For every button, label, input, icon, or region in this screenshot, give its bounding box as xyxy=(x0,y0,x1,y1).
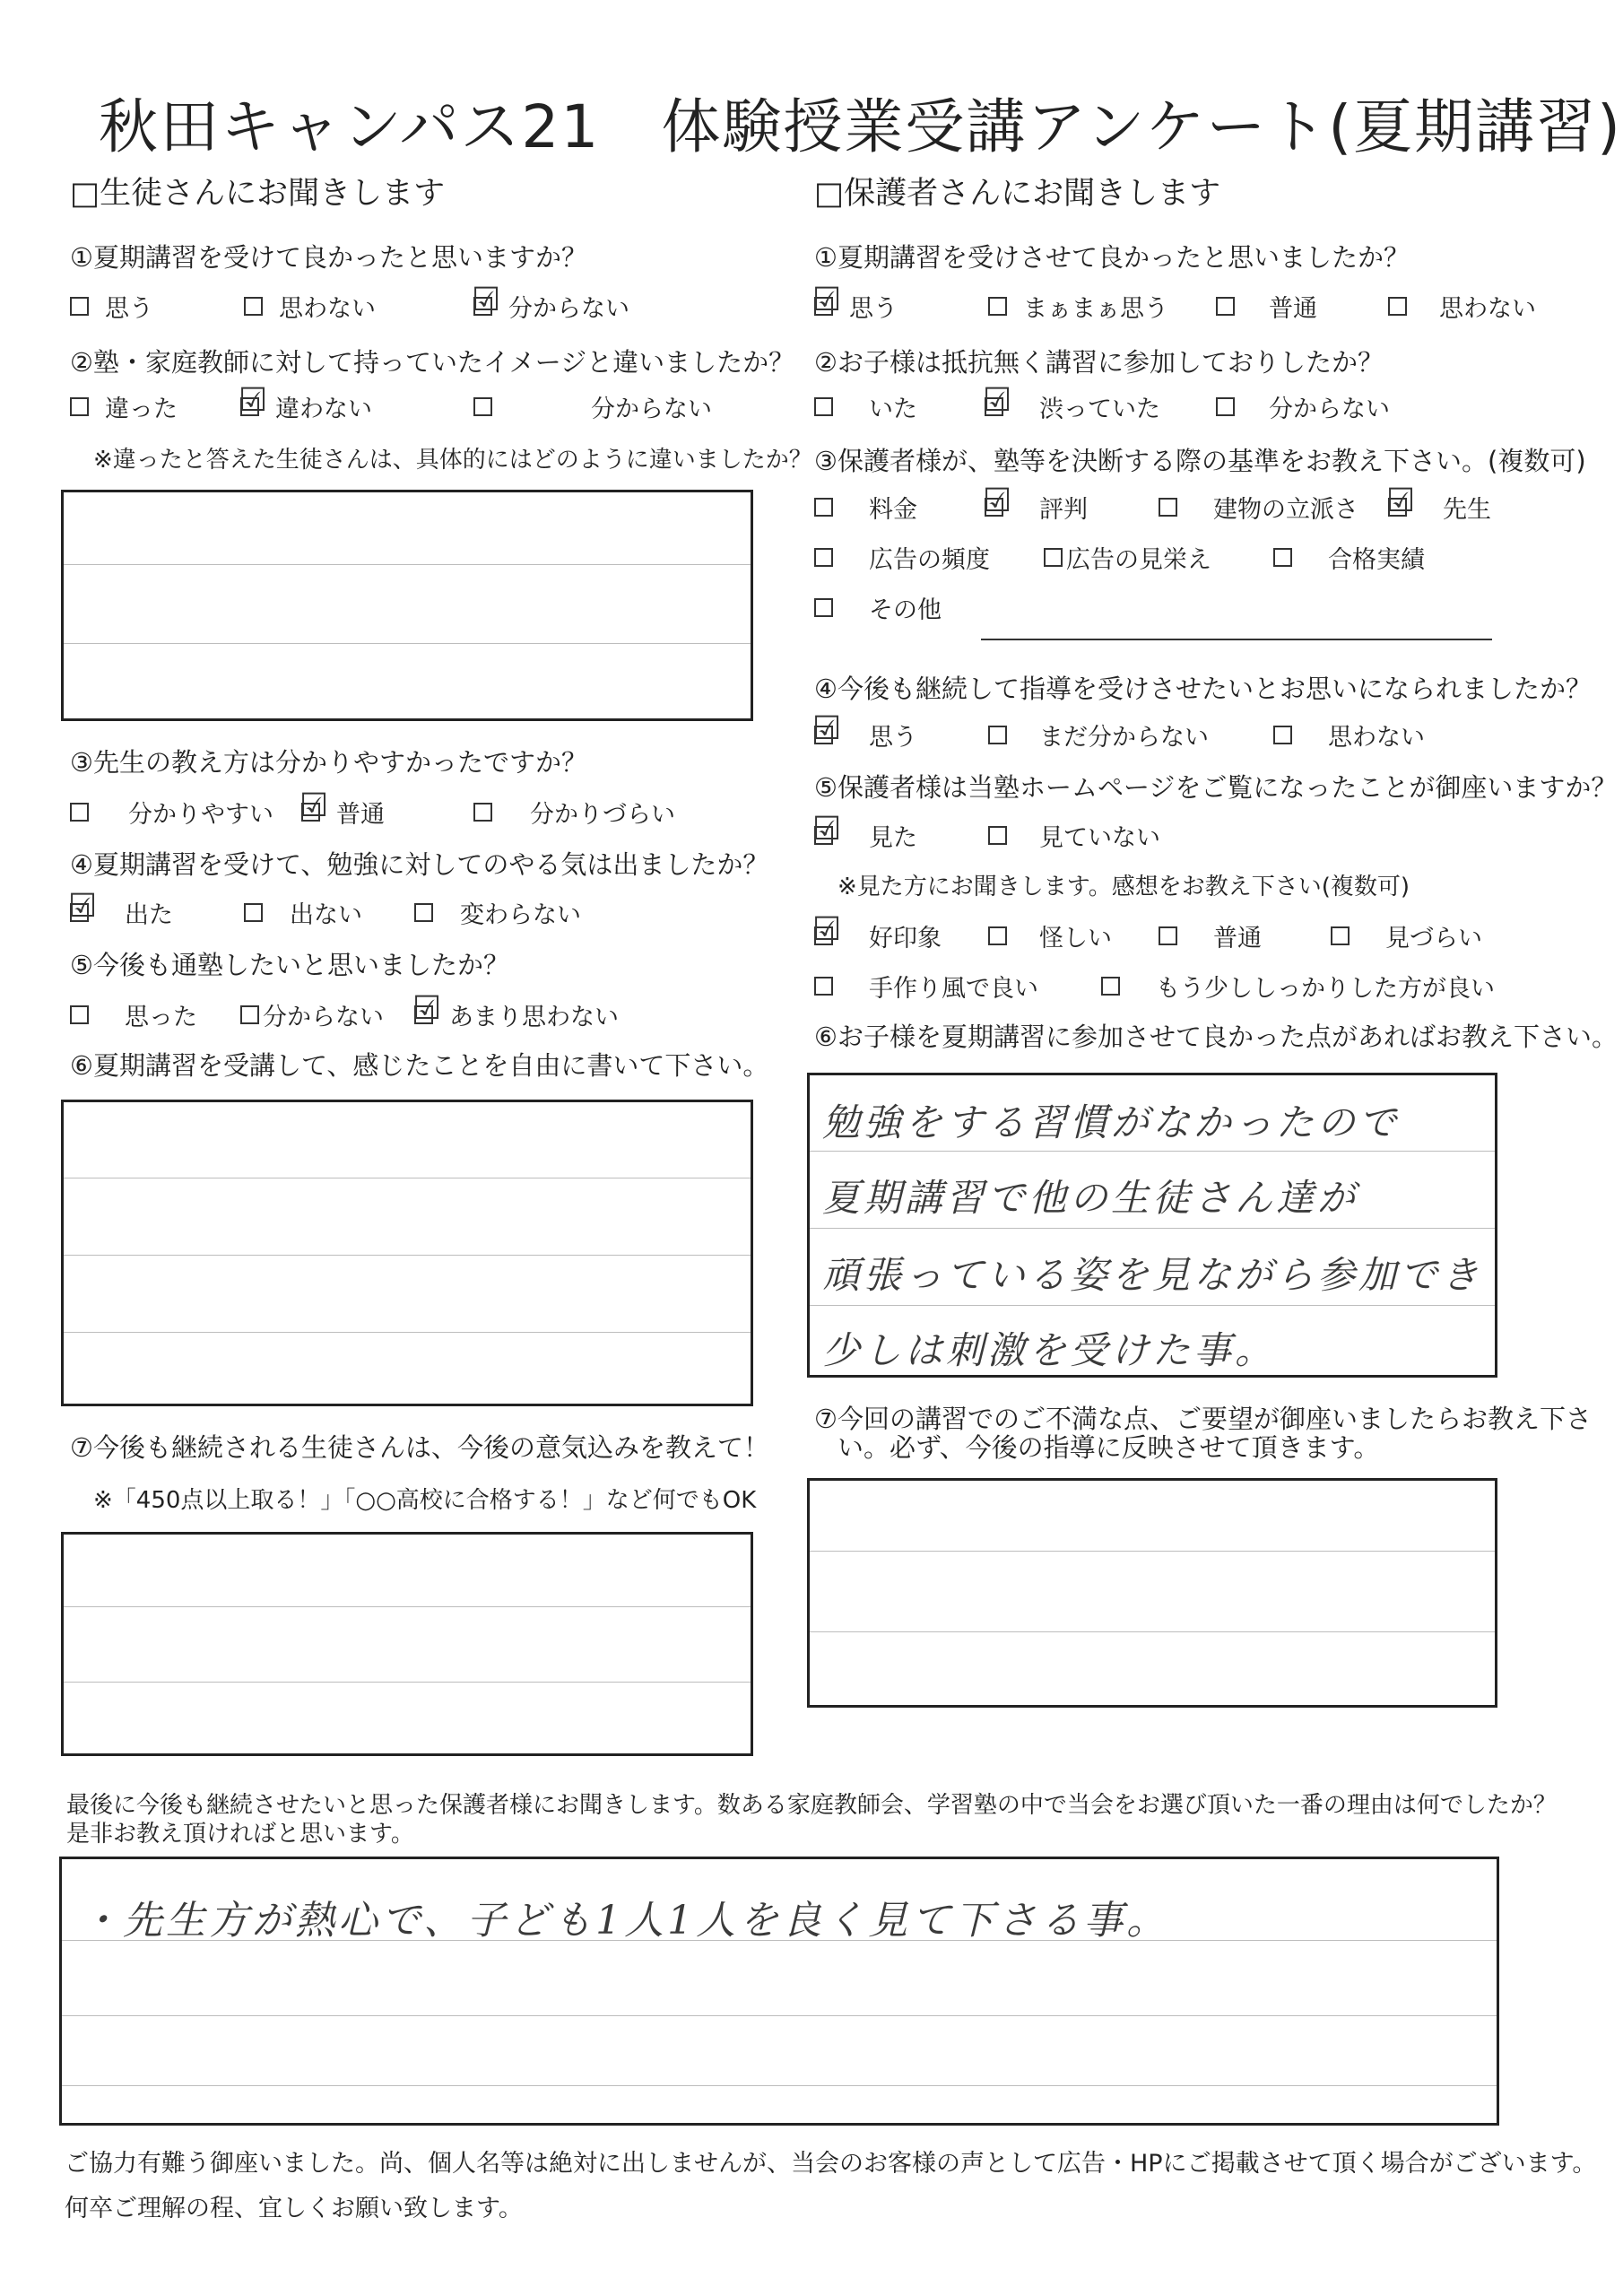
check-mark-icon: ☑ xyxy=(983,483,1012,519)
check-mark-icon: ☑ xyxy=(812,282,842,318)
student-q3-text: ③先生の教え方は分かりやすかったですか？ xyxy=(70,747,587,778)
student-q6-text: ⑥夏期講習を受講して、感じたことを自由に書いて下さい。 xyxy=(70,1050,769,1081)
footer-line1: ご協力有難う御座いました。尚、個人名等は絶対に出しませんが、当会のお客様の声として広告・HPにご掲載させて頂く場合がございます。 xyxy=(65,2150,1597,2178)
checkbox[interactable] xyxy=(1216,297,1235,316)
final-question-line1: 最後に今後も継続させたいと思った保護者様にお聞きします。数ある家庭教師会、学習塾の中で当会をお選び頂いた一番の理由は何でしたか？ xyxy=(66,1792,1557,1819)
checkbox-checked[interactable] xyxy=(983,382,1012,419)
student-q2-opt1[interactable]: 違った xyxy=(70,389,178,424)
checkbox[interactable] xyxy=(70,397,89,416)
parent-q3-opt1[interactable]: 料金 xyxy=(814,490,917,525)
student-q7-answer-box[interactable] xyxy=(61,1532,753,1756)
parent-q3-opt5[interactable]: 広告の頻度 xyxy=(814,540,990,575)
parent-q5-opt2[interactable]: 見ていない xyxy=(988,818,1160,853)
answer-rule xyxy=(62,2015,1497,2016)
parent-q5b-opt1[interactable]: ☑ 好印象 xyxy=(812,911,942,952)
parent-q5-opt1[interactable]: ☑ 見た xyxy=(812,811,917,852)
parent-q3-opt8[interactable]: その他 xyxy=(814,590,942,625)
checkbox[interactable] xyxy=(814,498,833,517)
parent-q5b-opt5[interactable]: 手作り風で良い xyxy=(814,969,1038,1004)
student-q5-opt3[interactable]: ☑ あまり思わない xyxy=(412,990,619,1031)
checkbox-checked[interactable] xyxy=(1386,483,1416,519)
parent-q5b-opt4[interactable]: 見づらい xyxy=(1331,918,1482,953)
checkbox[interactable] xyxy=(1273,726,1292,744)
parent-q3-opt6[interactable]: 広告の見栄え xyxy=(1044,540,1211,575)
student-q6-answer-box[interactable] xyxy=(61,1100,753,1406)
student-q1-opt1[interactable]: 思う xyxy=(70,289,153,324)
parent-q2-opt3[interactable]: 分からない xyxy=(1216,389,1390,424)
parent-q4-opt3[interactable]: 思わない xyxy=(1273,718,1425,752)
page-title: 秋田キャンパス21 体験授業受講アンケート(夏期講習) xyxy=(99,92,1622,161)
checkbox[interactable] xyxy=(1216,397,1235,416)
answer-rule xyxy=(64,564,751,565)
parent-q7-text-line2: い。必ず、今後の指導に反映させて頂きます。 xyxy=(838,1432,1380,1463)
parent-q3-opt4[interactable]: ☑ 先生 xyxy=(1386,483,1491,524)
student-q5-text: ⑤今後も通塾したいと思いましたか？ xyxy=(70,950,509,980)
parent-q1-opt2[interactable]: まぁまぁ思う xyxy=(988,289,1168,324)
checkbox-checked[interactable] xyxy=(983,483,1012,519)
checkbox-checked[interactable] xyxy=(472,282,501,318)
checkbox[interactable] xyxy=(814,598,833,617)
parent-q5b-opt3[interactable]: 普通 xyxy=(1159,918,1262,953)
parent-q2-opt1[interactable]: いた xyxy=(814,389,917,424)
student-q1-text: ①夏期講習を受けて良かったと思いますか？ xyxy=(70,242,587,273)
checkbox[interactable] xyxy=(814,397,833,416)
parent-q3-opt7[interactable]: 合格実績 xyxy=(1273,540,1425,575)
handwritten-answer-line: 夏期講習で他の生徒さん達が xyxy=(822,1176,1359,1220)
answer-rule xyxy=(810,1228,1495,1229)
checkbox[interactable] xyxy=(414,903,433,922)
parent-q3-text: ③保護者様が、塾等を決断する際の基準をお教え下さい。(複数可) xyxy=(814,446,1586,476)
parent-q6-answer-box[interactable] xyxy=(807,1073,1497,1378)
student-q2-answer-box[interactable] xyxy=(61,490,753,721)
answer-rule xyxy=(64,1255,751,1256)
parent-q5b-opt2[interactable]: 怪しい xyxy=(988,918,1112,953)
student-q4-opt1[interactable]: ☑ 出た xyxy=(68,888,173,929)
student-q4-opt2[interactable]: 出ない xyxy=(244,895,362,930)
check-mark-icon: ☑ xyxy=(239,382,268,419)
handwritten-answer-line: 勉強をする習慣がなかったので xyxy=(822,1100,1401,1144)
student-q2-opt2[interactable]: ☑ 違わない xyxy=(239,382,372,423)
checkbox-checked[interactable] xyxy=(239,382,268,419)
answer-rule xyxy=(64,1332,751,1333)
parent-q4-text: ④今後も継続して指導を受けさせたいとお思いになられましたか？ xyxy=(814,674,1592,704)
checkbox-checked[interactable] xyxy=(412,990,442,1027)
student-q3-opt3[interactable]: 分かりづらい xyxy=(473,795,675,830)
checkbox-checked[interactable] xyxy=(812,911,842,948)
parent-section-heading: □保護者さんにお聞きします xyxy=(814,176,1221,212)
student-section-heading: □生徒さんにお聞きします xyxy=(70,176,446,212)
checkbox-checked[interactable] xyxy=(812,811,842,848)
parent-q7-text-line1: ⑦今回の講習でのご不満な点、ご要望が御座いましたらお教え下さ xyxy=(814,1404,1592,1434)
checkbox[interactable] xyxy=(1388,297,1407,316)
checkbox[interactable] xyxy=(244,903,263,922)
student-q2-note: ※違ったと答えた生徒さんは、具体的にはどのように違いましたか？ xyxy=(93,447,812,474)
checkbox[interactable] xyxy=(473,397,492,416)
student-q7-note: ※「450点以上取る！」「○○高校に合格する！」など何でもOK xyxy=(93,1487,757,1514)
check-mark-icon: ☑ xyxy=(68,888,98,925)
checkbox-checked[interactable] xyxy=(299,787,329,824)
check-mark-icon: ☑ xyxy=(983,382,1012,419)
parent-q1-text: ①夏期講習を受けさせて良かったと思いましたか？ xyxy=(814,242,1410,273)
parent-q5-text: ⑤保護者様は当塾ホームページをご覧になったことが御座いますか？ xyxy=(814,772,1618,803)
parent-q2-text: ②お子様は抵抗無く講習に参加しておりしたか？ xyxy=(814,347,1384,378)
checkbox[interactable] xyxy=(1331,926,1350,945)
handwritten-answer-line: 少しは刺激を受けた事。 xyxy=(822,1328,1277,1372)
check-mark-icon: ☑ xyxy=(299,787,329,824)
parent-q5b-opt6[interactable]: もう少ししっかりした方が良い xyxy=(1101,969,1495,1004)
checkbox[interactable] xyxy=(240,1005,259,1024)
student-q4-opt3[interactable]: 変わらない xyxy=(414,895,581,930)
parent-q1-opt3[interactable]: 普通 xyxy=(1216,289,1317,324)
answer-rule xyxy=(64,1682,751,1683)
student-q3-opt2[interactable]: ☑ 普通 xyxy=(299,787,385,829)
answer-rule xyxy=(62,2085,1497,2086)
checkbox[interactable] xyxy=(70,803,89,822)
checkbox[interactable] xyxy=(1159,498,1177,517)
parent-q3-opt2[interactable]: ☑ 評判 xyxy=(983,483,1088,524)
parent-q4-opt2[interactable]: まだ分からない xyxy=(988,718,1209,752)
student-q2-text: ②塾・家庭教師に対して持っていたイメージと違いましたか？ xyxy=(70,347,795,378)
parent-q1-opt1[interactable]: ☑ 思う xyxy=(812,282,898,323)
student-q7-text: ⑦今後も継続される生徒さんは、今後の意気込みを教えて！ xyxy=(70,1432,769,1463)
footer-line2: 何卒ご理解の程、宜しくお願い致します。 xyxy=(65,2195,523,2222)
parent-q4-opt1[interactable]: ☑ 思う xyxy=(812,710,917,752)
handwritten-final-answer: ・先生方が熱心で、子ども1人1人を良く見て下さる事。 xyxy=(80,1898,1170,1944)
checkbox[interactable] xyxy=(988,297,1007,316)
student-q5-opt2[interactable]: 分からない xyxy=(240,997,384,1032)
check-mark-icon: ☑ xyxy=(1386,483,1416,519)
student-q1-opt2[interactable]: 思わない xyxy=(244,289,376,324)
checkbox[interactable] xyxy=(814,548,833,567)
checkbox[interactable] xyxy=(244,297,263,316)
answer-rule xyxy=(810,1551,1495,1552)
parent-q1-opt4[interactable]: 思わない xyxy=(1388,289,1536,324)
student-q1-opt3[interactable]: ☑ 分からない xyxy=(472,282,629,323)
checkbox[interactable] xyxy=(988,926,1007,945)
parent-q3-opt3[interactable]: 建物の立派さ xyxy=(1159,490,1358,525)
check-mark-icon: ☑ xyxy=(812,911,842,948)
parent-q7-answer-box[interactable] xyxy=(807,1478,1497,1708)
parent-q2-opt2[interactable]: ☑ 渋っていた xyxy=(983,382,1160,423)
checkbox-checked[interactable] xyxy=(812,282,842,318)
handwritten-answer-line: 頑張っている姿を見ながら参加でき xyxy=(822,1253,1483,1297)
student-q2-opt3[interactable]: 分からない xyxy=(473,389,712,424)
check-mark-icon: ☑ xyxy=(412,990,442,1027)
final-answer-box[interactable] xyxy=(59,1857,1499,2126)
checkbox[interactable] xyxy=(1159,926,1177,945)
student-q5-opt1[interactable]: 思った xyxy=(70,997,197,1032)
checkbox[interactable] xyxy=(814,977,833,996)
student-q4-text: ④夏期講習を受けて、勉強に対してのやる気は出ましたか？ xyxy=(70,849,769,880)
checkbox[interactable] xyxy=(1101,977,1120,996)
check-mark-icon: ☑ xyxy=(812,710,842,747)
checkbox[interactable] xyxy=(1044,548,1063,567)
checkbox[interactable] xyxy=(1273,548,1292,567)
checkbox-checked[interactable] xyxy=(68,888,98,925)
parent-q6-text: ⑥お子様を夏期講習に参加させて良かった点があればお教え下さい。 xyxy=(814,1022,1618,1052)
checkbox-checked[interactable] xyxy=(812,710,842,747)
answer-rule xyxy=(810,1305,1495,1306)
checkbox[interactable] xyxy=(70,1005,89,1024)
answer-rule xyxy=(810,1151,1495,1152)
checkbox[interactable] xyxy=(988,726,1007,744)
other-answer-line[interactable] xyxy=(981,639,1492,640)
parent-q5-note: ※見た方にお聞きします。感想をお教え下さい(複数可) xyxy=(838,874,1410,900)
checkbox[interactable] xyxy=(988,826,1007,845)
checkbox[interactable] xyxy=(70,297,89,316)
answer-rule xyxy=(64,1606,751,1607)
answer-rule xyxy=(810,1631,1495,1632)
student-q3-opt1[interactable]: 分かりやすい xyxy=(70,795,273,830)
checkbox[interactable] xyxy=(473,803,492,822)
check-mark-icon: ☑ xyxy=(472,282,501,318)
check-mark-icon: ☑ xyxy=(812,811,842,848)
answer-rule xyxy=(64,643,751,644)
final-question-line2: 是非お教え頂ければと思います。 xyxy=(66,1821,414,1848)
